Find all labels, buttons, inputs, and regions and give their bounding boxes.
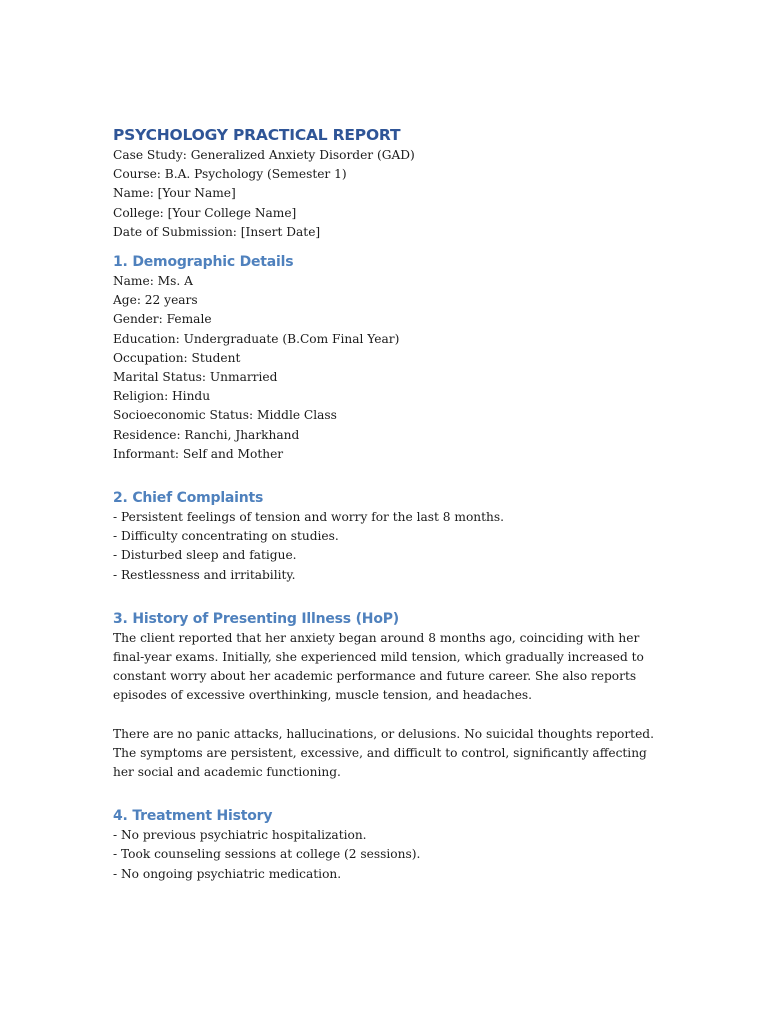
demographic-item: Marital Status: Unmarried [113,370,278,385]
header-date: Date of Submission: [Insert Date] [113,224,321,239]
demographic-item: Age: 22 years [113,293,198,308]
report-title: PSYCHOLOGY PRACTICAL REPORT [113,126,401,144]
demographic-item: Name: Ms. A [113,274,193,289]
demographic-item: Religion: Hindu [113,389,211,404]
header-course: Course: B.A. Psychology (Semester 1) [113,167,347,182]
section-heading-demographic: 1. Demographic Details [113,254,294,271]
section-heading-history: 3. History of Presenting Illness (HoP) [113,610,399,627]
complaint-item: - Disturbed sleep and fatigue. [113,548,297,563]
section-heading-chief-complaints: 2. Chief Complaints [113,490,264,507]
header-college: College: [Your College Name] [113,205,297,220]
demographic-item: Occupation: Student [113,350,241,365]
treatment-item: - No ongoing psychiatric medication. [113,866,342,881]
demographic-item: Gender: Female [113,312,212,327]
complaint-item: - Persistent feelings of tension and worry for the last 8 months. [113,510,505,525]
demographic-item: Residence: Ranchi, Jharkhand [113,427,300,442]
treatment-item: - No previous psychiatric hospitalization. [113,828,367,843]
demographic-item: Socioeconomic Status: Middle Class [113,408,337,423]
report-header-block [113,146,658,242]
demographic-item: Education: Undergraduate (B.Com Final Year) [113,331,400,346]
demographic-details-list [113,272,658,464]
treatment-history-list [113,826,658,884]
chief-complaints-list [113,508,658,585]
treatment-item: - Took counseling sessions at college (2 sessions). [113,847,421,862]
history-paragraph-1: The client reported that her anxiety began around 8 months ago, coinciding with her final-year exams. Initially, she experienced mild tension, which gradually increased to constant worry about her academic performance and future career. She also reports episodes of excessive overthinking, muscle tension, and headaches. [113,630,644,703]
section-heading-treatment: 4. Treatment History [113,808,273,825]
demographic-item: Informant: Self and Mother [113,446,284,461]
complaint-item: - Difficulty concentrating on studies. [113,529,339,544]
document-page [113,125,658,884]
history-paragraph-2: There are no panic attacks, hallucinations, or delusions. No suicidal thoughts reported. The symptoms are persistent, excessive, and difficult to control, significantly affecting her social and academic functioning. [113,726,654,780]
header-case-study: Case Study: Generalized Anxiety Disorder (GAD) [113,148,415,162]
complaint-item: - Restlessness and irritability. [113,567,296,582]
header-name: Name: [Your Name] [113,186,236,201]
